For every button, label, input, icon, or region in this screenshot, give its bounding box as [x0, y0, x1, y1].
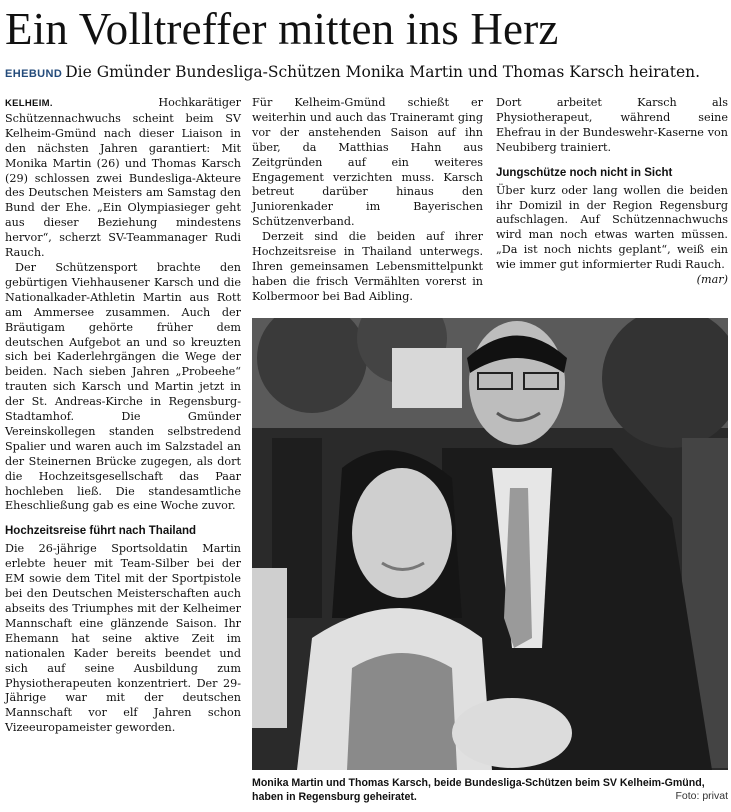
paragraph-text: Über kurz oder lang wollen die beiden ihr Domizil in der Region Regensburg aufschlagen. Auf Schützennachwuchs wird man noch etwas warten müssen. „Da ist noch nichts geplant“, weiß ein wie immer gut informierter Rudi Rauch. [496, 183, 728, 272]
photo-illustration [252, 318, 728, 770]
paragraph-text: Hochkarätiger Schützennachwuchs scheint beim SV Kelheim-Gmünd nach dieser Liaison in den nächsten Jahren garantiert: Mit Monika Martin (26) und Thomas Karsch (29) schlossen zwei Bundesliga-Akteure des Deutschen Meisters am Samstag den Bund der Ehe. „Ein Olympiasieger geht aus dieser Beziehung mindestens hervor“, scherzt SV-Teammanager Rudi Rauch. [5, 96, 241, 260]
kicker: EHEBUND [5, 68, 63, 80]
paragraph [496, 183, 728, 287]
photo-credit: Foto: privat [675, 790, 728, 802]
wedding-photo [252, 318, 728, 770]
paragraph [5, 96, 241, 261]
section-heading: Jungschütze noch nicht in Sicht [496, 166, 673, 179]
subheadline [5, 62, 726, 84]
author-initials: (mar) [696, 273, 728, 287]
photo-caption: Monika Martin und Thomas Karsch, beide Bundesliga-Schützen beim SV Kelheim-Gmünd, haben in Regensburg geheiratet. [252, 777, 705, 803]
paragraph: Dort arbeitet Karsch als Physiotherapeut, während seine Ehefrau in der Bundeswehr-Kaserne von Neubiberg trainiert. [496, 96, 728, 154]
section-heading: Hochzeitsreise führt nach Thailand [5, 525, 197, 538]
dateline: KELHEIM. [5, 98, 53, 109]
article-column-3 [496, 96, 728, 288]
article-column-2 [252, 96, 483, 305]
paragraph: Für Kelheim-Gmünd schießt er weiterhin und auch das Traineramt ging vor der anstehenden Saison auf ihn über, da Matthias Hahn aus Zeitgründen auf ein weiteres Engagement verzichten muss. Karsch betreut darüber hinaus den Juniorenkader im Bayerischen Schützenverband. [252, 96, 483, 229]
headline: Ein Volltreffer mitten ins Herz [5, 4, 559, 54]
paragraph: Der Schützensport brachte den gebürtigen Viehhausener Karsch und die Nationalkader-Athletin Martin aus Rott am Ammersee zusammen. Auch der Bräutigam gehörte früher dem deutschen Aufgebot an und so kreuzten sich bei Kaderlehrgängen die Wege der beiden. Nach sieben Jahren „Probeehe“ trauten sich Karsch und Martin jetzt in der St. Andreas-Kirche in Regensburg-Stadtamhof. Die Gmünder Vereinskollegen standen selbstredend Spalier und waren auch im Salzstadel an der Steinernen Brücke zugegen, als dort die Hochzeitsgesellschaft das Paar hochleben ließ. Die standesamtliche Eheschließung gab es eine Woche zuvor. [5, 260, 241, 513]
subheadline-text: Die Gmünder Bundesliga-Schützen Monika Martin und Thomas Karsch heiraten. [65, 63, 701, 81]
paragraph: Derzeit sind die beiden auf ihrer Hochzeitsreise in Thailand unterwegs. Ihren gemeinsamen Lebensmittelpunkt haben die frisch Vermählten vorerst in Kolbermoor bei Bad Aibling. [252, 230, 483, 303]
article-column-1 [5, 96, 241, 736]
paragraph: Die 26-jährige Sportsoldatin Martin erlebte heuer mit Team-Silber bei der EM sowie dem Titel mit der Sportpistole bei den Deutschen Meisterschaften auch abseits des Triumphes mit der Kelheimer Mannschaft eine glänzende Saison. Ihr Ehemann hat seine aktive Zeit im nationalen Kader bereits beendet und sich auf seine Ausbildung zum Physiotherapeuten konzentriert. Der 29-Jährige war mit der deutschen Mannschaft vor elf Jahren schon Vizeeuropameister geworden. [5, 542, 241, 735]
